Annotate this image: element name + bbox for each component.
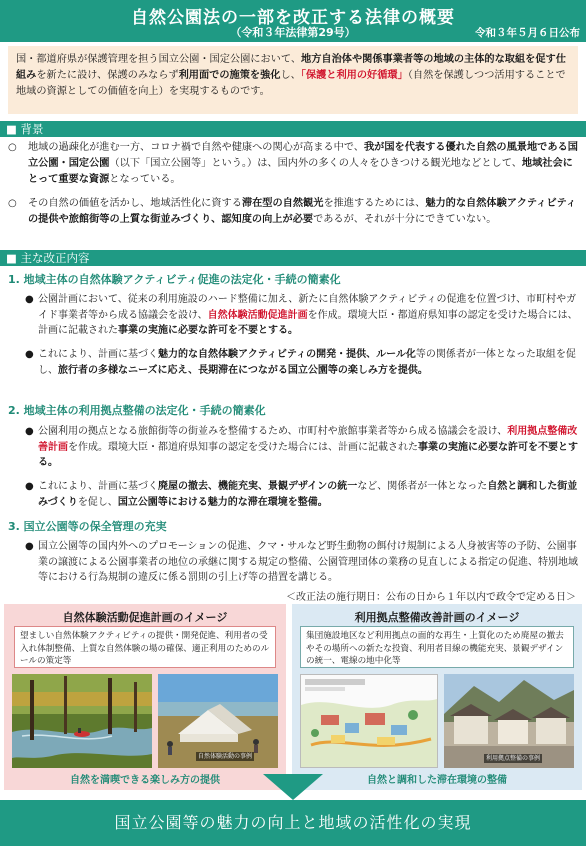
s2a-highlight: 利用拠点整備改善計画 (38, 426, 578, 453)
bullet-icon: ● (25, 349, 34, 360)
circle-marker: ○ (8, 198, 17, 209)
activity-plan-description: 望ましい自然体験アクティビティの提供・開発促進、利用者の受入れ体制整備、上質な自然体験の場の確保、適正利用のためのルールの策定等 (14, 626, 276, 668)
bg2-text-3: であるが、それが十分にできていない。 (313, 214, 497, 225)
bullet-icon: ● (25, 481, 34, 492)
photo-caption-tag: 利用拠点整備の事例 (486, 755, 541, 762)
base-plan-caption: 自然と調和した滞在環境の整備 (367, 775, 507, 786)
bullet-icon: ● (25, 294, 34, 305)
s1a-text-1: 公園計画において、従来の利用施設のハード整備に加え、新たに自然体験アクティビティの促進を位置づけ、市町村やガイド事業者等から成る協議会を設け、 (38, 294, 577, 321)
tent-camp-photo (158, 674, 278, 768)
bg1-bold-1: 我が国を代表する優れた自然の風景地である国立公園・国定公園 (28, 142, 578, 169)
base-plan-description: 集団施設地区など利用拠点の面的な再生・上質化のため廃屋の撤去やその場所への新たな投資、利用者目線の機能充実、景観デザインの統一、電線の地中化等 (300, 626, 574, 668)
intro-text-4: （自然を保護しつつ活用することで地域の資源としての価値を向上）を実現するものです。 (16, 70, 566, 97)
bullet-icon: ● (25, 426, 34, 437)
bg2-text-2: を推進するためには、 (323, 198, 426, 209)
s1b-text-2: 等の関係者が一体となった取組を促し、 (38, 349, 576, 376)
background-section-header: ■ 背景 (0, 121, 586, 137)
intro-bold-1: 地方自治体や関係事業者等の地域の主体的な取組を促す仕組み (16, 54, 566, 81)
section-3-heading: 3. 国立公園等の保全管理の充実 (8, 520, 167, 533)
s3-text: 国立公園等の国内外へのプロモーションの促進、クマ・サルなど野生動物の餌付け規制による人身被害等の予防、公園事業の譲渡による公園事業者の地位の承継に関する規定の整備、公園管理団体の業務の見直しによる指定の促進、特別地域等における行為規制の違反に係る罰則の引上げ等の措置を講じる。 (38, 541, 578, 583)
bg2-text-1: その自然の価値を活かし、地域活性化に資する (28, 198, 242, 209)
s2b-bold-3: 国立公園等における魅力的な滞在環境を整備。 (117, 496, 328, 508)
activity-plan-caption: 自然を満喫できる楽しみ方の提供 (70, 775, 220, 786)
circle-marker: ○ (8, 142, 17, 153)
bg1-text-3: となっている。 (109, 174, 181, 185)
bullet-icon: ● (25, 541, 34, 552)
background-item-2 (4, 196, 578, 228)
photo-caption-tag: 自然体験活動の事例 (198, 753, 253, 760)
section-1-heading: 1. 地域主体の自然体験アクティビティ促進の法定化・手続の簡素化 (8, 273, 341, 286)
s2b-bold-2: 自然と調和した街並みづくり (38, 481, 578, 508)
intro-text-2: を新たに設け、保護のみならず (36, 70, 179, 81)
s1b-bold-2: 旅行者の多様なニーズに応え、長期滞在につながる国立公園等の楽しみ方を提供。 (58, 364, 428, 376)
s2a-text-2: を作成。環境大臣・都道府県知事の認定を受けた場合には、計画に記載された (68, 441, 418, 453)
bg1-bold-2: 地域社会にとって重要な資源 (28, 158, 573, 185)
activity-plan-title: 自然体験活動促進計画のイメージ (62, 611, 228, 624)
header-bar (0, 0, 586, 42)
section-2-item-1 (22, 424, 578, 471)
activity-plan-panel (4, 604, 286, 790)
bg2-bold-1: 滞在型の自然観光 (241, 198, 324, 209)
main-section-header: ■ 主な改正内容 (0, 250, 586, 266)
intro-text-1: 国・都道府県が保護管理を担う国立公園・国定公園において、 (16, 54, 302, 65)
s2b-text-1: これにより、計画に基づく (38, 481, 158, 492)
section-2-heading: 2. 地域主体の利用拠点整備の法定化・手続の簡素化 (8, 404, 266, 417)
section-3-item-1 (22, 539, 578, 586)
s2a-bold-1: 事業の実施に必要な許可を不要とする。 (38, 441, 578, 468)
base-improvement-plan-panel (292, 604, 582, 790)
s2b-bold-1: 廃屋の撤去、機能充実、景観デザインの統一 (158, 481, 358, 492)
down-arrow-icon (263, 774, 323, 800)
intro-highlight: 「保護と利用の好循環」 (300, 70, 408, 81)
site-plan-map (300, 674, 438, 768)
s1a-text-2: を作成。環境大臣・都道府県知事の認定を受けた場合には、計画に記載された (38, 309, 578, 336)
section-1-item-1 (22, 292, 578, 339)
s1b-bold-1: 魅力的な自然体験アクティビティの開発・提供、ルール化 (158, 349, 416, 360)
s1a-bold-1: 事業の実施に必要な許可を不要とする。 (118, 325, 298, 336)
intro-text-3: し、 (280, 70, 301, 81)
intro-bold-2: 利用面での施策を強化 (178, 70, 281, 81)
conclusion-banner: 国立公園等の魅力の向上と地域の活性化の実現 (0, 800, 586, 846)
page-title: 自然公園法の一部を改正する法律の概要 (131, 8, 455, 28)
background-item-1 (4, 140, 578, 188)
bg1-text-2: （以下「国立公園等」という。）は、国内外の多くの人々をひきつける観光地などとして、 (109, 158, 522, 169)
s1a-highlight: 自然体験活動促進計画 (207, 309, 308, 321)
s2a-text-1: 公園利用の拠点となる旅館街等の街並みを整備するため、市町村や旅館事業者等から成る協議会を設け、 (38, 426, 508, 437)
intro-summary (8, 46, 578, 114)
s2b-text-2: など、関係者が一体となった (357, 481, 488, 492)
section-2-item-2 (22, 479, 578, 510)
enactment-date-note: ＜改正法の施行期日：公布の日から１年以内で政令で定める日＞ (286, 592, 576, 603)
page-subtitle: （令和３年法律第29号） (230, 26, 356, 39)
publication-date: 令和３年５月６日公布 (475, 27, 580, 39)
bg2-bold-2: 魅力的な自然体験アクティビティの提供や旅館街等の上質な街並みづくり、認知度の向上が必要 (28, 198, 577, 225)
forest-stream-photo (12, 674, 152, 768)
s2b-text-3: を促し、 (77, 496, 118, 508)
section-1-item-2 (22, 347, 578, 378)
townscape-photo (444, 674, 574, 768)
s1b-text-1: これにより、計画に基づく (38, 349, 158, 360)
bg1-text-1: 地域の過疎化が進む一方、コロナ禍で自然や健康への関心が高まる中で、 (28, 142, 364, 153)
base-plan-title: 利用拠点整備改善計画のイメージ (354, 611, 520, 624)
